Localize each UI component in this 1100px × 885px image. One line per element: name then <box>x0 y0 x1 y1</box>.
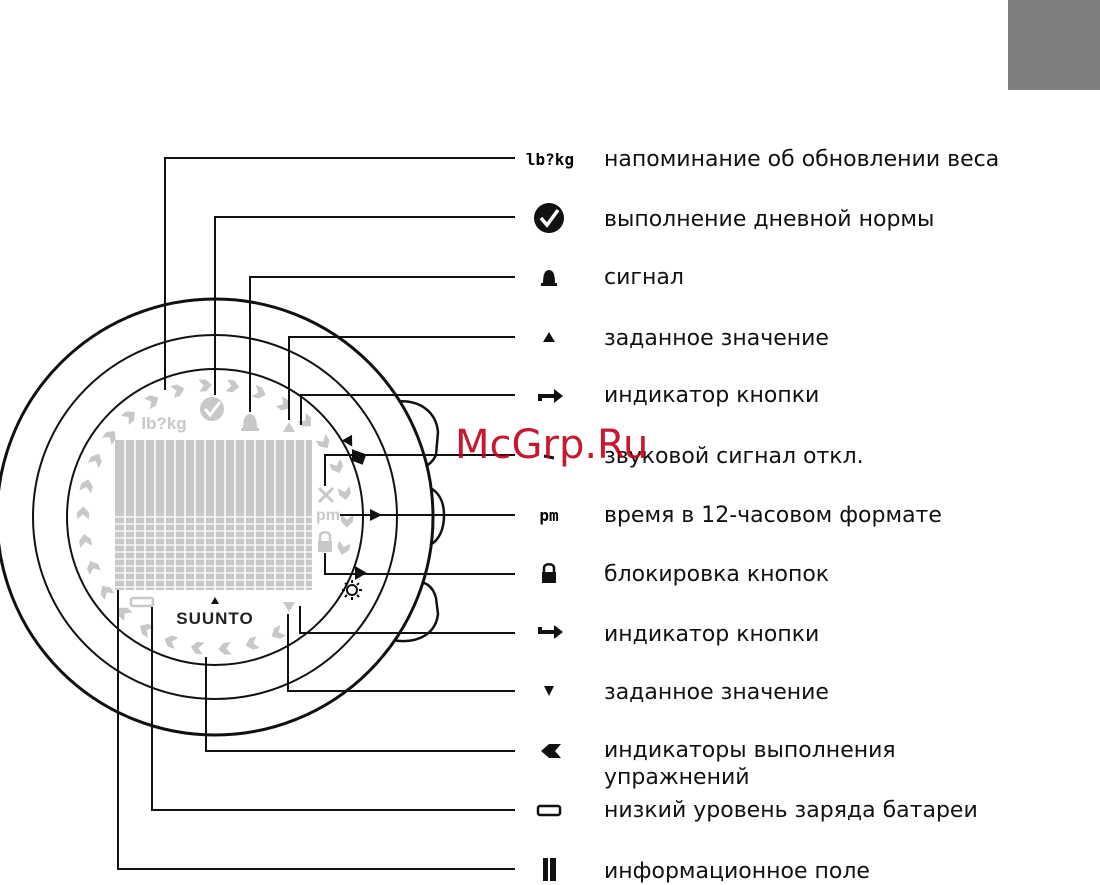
triangle-up-icon <box>543 332 555 342</box>
button-arrow-icon-top <box>538 389 563 403</box>
lcd-check-icon <box>200 397 224 421</box>
legend-label-daily-goal: выполнение дневной нормы <box>604 207 935 232</box>
legend-label-low-battery: низкий уровень заряда батареи <box>604 798 978 823</box>
lock-icon <box>542 564 556 583</box>
legend-label-time-12h: время в 12-часовом формате <box>604 503 942 528</box>
legend-label-exercise: индикаторы выполнения <box>604 738 896 763</box>
watch-brand: SUUNTO <box>176 609 254 628</box>
triangle-down-icon <box>544 686 554 696</box>
legend-label-alarm: сигнал <box>604 265 684 290</box>
watermark: McGrp.Ru <box>455 422 649 468</box>
legend-label-button-indicator-top: индикатор кнопки <box>604 383 820 408</box>
legend-icons <box>526 150 574 881</box>
pm-text-icon: pm <box>539 506 559 525</box>
legend-label-button-lock: блокировка кнопок <box>604 562 830 587</box>
button-arrow-icon-bottom <box>538 625 563 639</box>
lcd-pm: pm <box>316 507 340 524</box>
legend-label-exercise-line2: упражнений <box>604 765 750 790</box>
legend-label-weight: напоминание об обновлении веса <box>604 147 1000 172</box>
legend-label-target-down: заданное значение <box>604 680 829 705</box>
battery-icon <box>538 806 560 815</box>
check-circle-icon <box>534 203 564 233</box>
lb-kg-text-icon: lb?kg <box>525 150 575 169</box>
legend-label-info-field: информационное поле <box>604 859 870 884</box>
info-field-icon <box>543 858 556 881</box>
legend-labels <box>604 147 999 884</box>
bell-icon <box>541 270 557 286</box>
legend-label-sound-off: звуковой сигнал откл. <box>604 444 864 469</box>
info-field-display <box>115 440 312 590</box>
corner-tab <box>1008 0 1100 90</box>
lcd-weight-unit: lb?kg <box>141 414 187 433</box>
chevron-left-icon <box>541 744 561 758</box>
legend-label-button-indicator-bottom: индикатор кнопки <box>604 622 820 647</box>
legend-label-target-up: заданное значение <box>604 326 829 351</box>
